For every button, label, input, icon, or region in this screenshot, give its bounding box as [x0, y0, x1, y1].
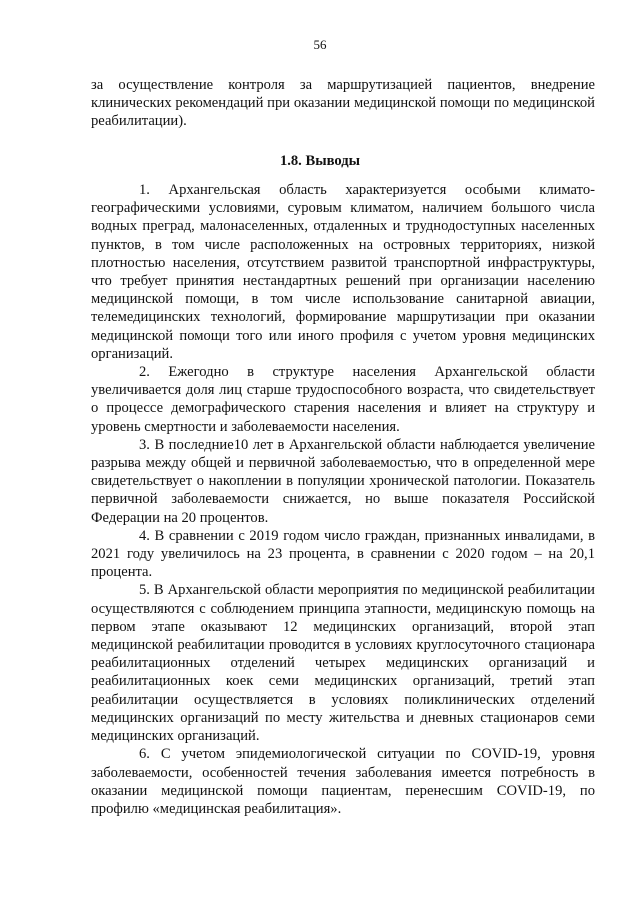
section-heading: 1.8. Выводы — [279, 153, 361, 169]
conclusions-list — [91, 181, 595, 818]
conclusion-item-4: 4. В сравнении с 2019 годом число граждан, признанных инвалидами, в 2021 году увеличилось на 23 процента, в сравнении с 2020 годом – на 20,1 процента. — [91, 527, 595, 581]
conclusion-item-1: 1. Архангельская область характеризуется особыми климато-географическими условиями, суровым климатом, наличием большого числа водных преград, малонаселенных, отдаленных и труднодоступных населенных пунктов, в том числе расположенных на островных территориях, низкой плотностью населения, отсутствием развитой транспортной инфраструктуры, что требует принятия нестандартных решений при организации населению медицинской помощи, в том числе использование санитарной авиации, телемедицинских технологий, формирование маршрутизации при оказании медицинской помощи того или иного профиля с учетом уровня медицинских организаций. — [91, 182, 595, 362]
intro-paragraph: за осуществление контроля за маршрутизацией пациентов, внедрение клинических рекомендаций при оказании медицинской помощи по медицинской реабилитации). — [91, 77, 595, 130]
conclusion-item-2: 2. Ежегодно в структуре населения Архангельской области увеличивается доля лиц старше трудоспособного возраста, что свидетельствует о процессе демографического старения населения и влияет на структуру и уровень смертности и заболеваемости населения. — [91, 364, 595, 435]
page-number: 56 — [313, 37, 327, 52]
conclusion-item-5: 5. В Архангельской области мероприятия по медицинской реабилитации осуществляются с соблюдением принципа этапности, медицинскую помощь на первом этапе оказывают 12 медицинских организаций, второй этап медицинской реабилитации проводится в условиях круглосуточного стационара реабилитационных отделений четырех медицинских организаций и реабилитационных коек семи медицинских организаций, третий этап реабилитации осуществляется в условиях поликлинических отделений медицинских организаций по месту жительства и дневных стационаров семи медицинских организаций. — [91, 582, 595, 745]
conclusion-item-3: 3. В последние10 лет в Архангельской области наблюдается увеличение разрыва между общей и первичной заболеваемостью, что в определенной мере свидетельствует о накоплении в популяции хронической патологии. Показатель первичной заболеваемости снижается, но выше показателя Российской Федерации на 20 процентов. — [91, 436, 595, 526]
conclusion-item-6: 6. С учетом эпидемиологической ситуации по COVID-19, уровня заболеваемости, особенностей течения заболевания имеется потребность в оказании медицинской помощи пациентам, перенесшим COVID-19, по профилю «медицинская реабилитация». — [91, 746, 595, 817]
